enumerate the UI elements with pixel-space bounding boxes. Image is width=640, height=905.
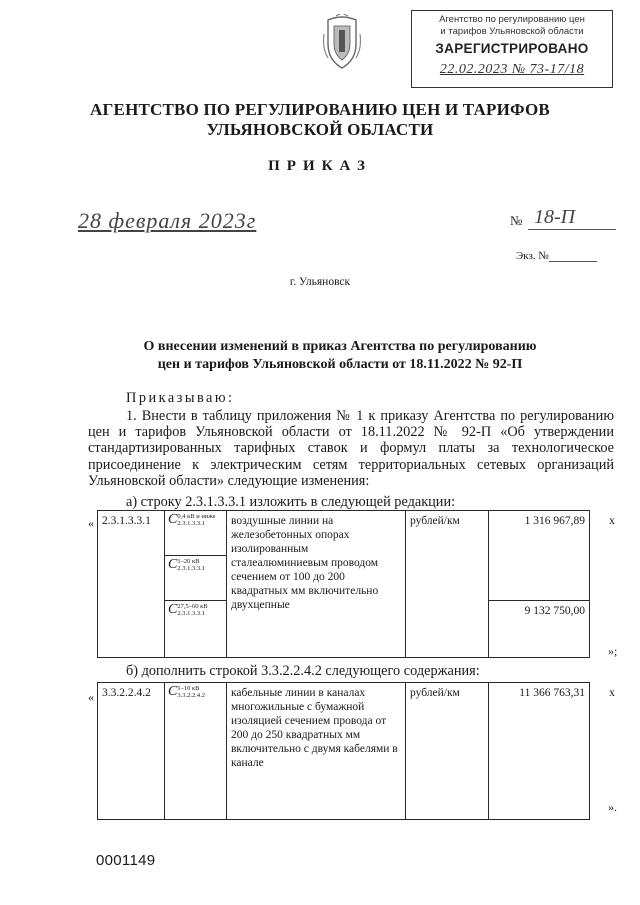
table-b-close-quote: ». xyxy=(608,800,617,814)
table-b-unit: рублей/км xyxy=(406,683,489,820)
agency-line2: УЛЬЯНОВСКОЙ ОБЛАСТИ xyxy=(206,120,434,139)
city: г. Ульяновск xyxy=(289,276,351,288)
table-a-symbol-1: C 0,4 кВ и ниже 2.3.1.3.3.1 xyxy=(165,511,227,556)
agency-line1: АГЕНТСТВО ПО РЕГУЛИРОВАНИЮ ЦЕН И ТАРИФОВ xyxy=(90,100,550,119)
handwritten-date: 28 февраля 2023г xyxy=(78,208,257,233)
table-row xyxy=(98,683,635,820)
table-a xyxy=(97,510,634,658)
table-a-close-quote: »; xyxy=(608,644,618,658)
point-1: 1. Внести в таблицу приложения № 1 к приказу Агентства по регулированию цен и тарифов Ульяновской области от 18.11.2022 № 92-П «Об утверждении стандартизированных тарифных ставок и формул платы за технологическое присоединение к электрическим сетям территориальных сетевых организаций Ульяновской области» следующие изменения: xyxy=(88,408,614,489)
table-a-symbol-2: C 1–20 кВ 2.3.1.3.3.1 xyxy=(165,556,227,601)
copy-number xyxy=(516,250,597,262)
copy-blank-line xyxy=(549,261,597,262)
stamp-line2: и тарифов Ульяновской области xyxy=(440,26,584,37)
document-subject xyxy=(110,338,570,374)
copy-label: Экз. № xyxy=(516,250,549,262)
table-b-open-quote: « xyxy=(88,690,94,704)
table-a-x: х xyxy=(590,511,635,658)
table-b-x: х xyxy=(590,683,635,820)
table-b xyxy=(97,682,634,820)
table-a-open-quote: « xyxy=(88,516,94,530)
number-label: № xyxy=(510,213,523,228)
table-a-unit: рублей/км xyxy=(406,511,489,658)
table-a-symbol-3: C 27,5–60 кВ 2.3.1.3.3.1 xyxy=(165,601,227,658)
table-b-description: кабельные линии в каналах многожильные с бумажной изоляцией сечением провода от 200 до 250 квадратных мм включительно с двумя кабелями в канале xyxy=(227,683,406,820)
registration-stamp xyxy=(411,10,613,88)
document-type: ПРИКАЗ xyxy=(268,158,372,174)
agency-heading xyxy=(0,100,640,140)
subject-line1: О внесении изменений в приказ Агентства по регулированию xyxy=(143,339,537,354)
table-a-code: 2.3.1.3.3.1 xyxy=(98,511,165,658)
table-b-value: 11 366 763,31 xyxy=(489,683,590,820)
document-serial-number: 0001149 xyxy=(96,852,156,869)
table-b-code: 3.3.2.2.4.2 xyxy=(98,683,165,820)
table-a-value-2: 9 132 750,00 xyxy=(489,601,590,658)
coat-of-arms-icon xyxy=(322,14,362,72)
table-b-symbol-1: C 1–10 кВ 3.3.2.2.4.2 xyxy=(165,683,227,820)
subject-line2: цен и тарифов Ульяновской области от 18.11.2022 № 92-П xyxy=(157,357,523,372)
stamp-status: ЗАРЕГИСТРИРОВАНО xyxy=(435,41,589,56)
table-a-description: воздушные линии на железобетонных опорах изолированным сталеалюминиевым проводом сечением от 100 до 200 квадратных мм включительно двухцепные xyxy=(227,511,406,658)
stamp-line1: Агентство по регулированию цен xyxy=(439,14,585,25)
subpoint-b: б) дополнить строкой 3.3.2.2.4.2 следующего содержания: xyxy=(126,663,480,679)
subpoint-a: а) строку 2.3.1.3.3.1 изложить в следующей редакции: xyxy=(126,494,456,510)
handwritten-number: 18-П xyxy=(528,206,616,230)
stamp-handwritten-reg: 22.02.2023 № 73-17/18 xyxy=(439,62,585,77)
table-row xyxy=(98,511,635,556)
table-a-value-1: 1 316 967,89 xyxy=(489,511,590,601)
prikazyvayu: Приказываю: xyxy=(126,390,235,406)
